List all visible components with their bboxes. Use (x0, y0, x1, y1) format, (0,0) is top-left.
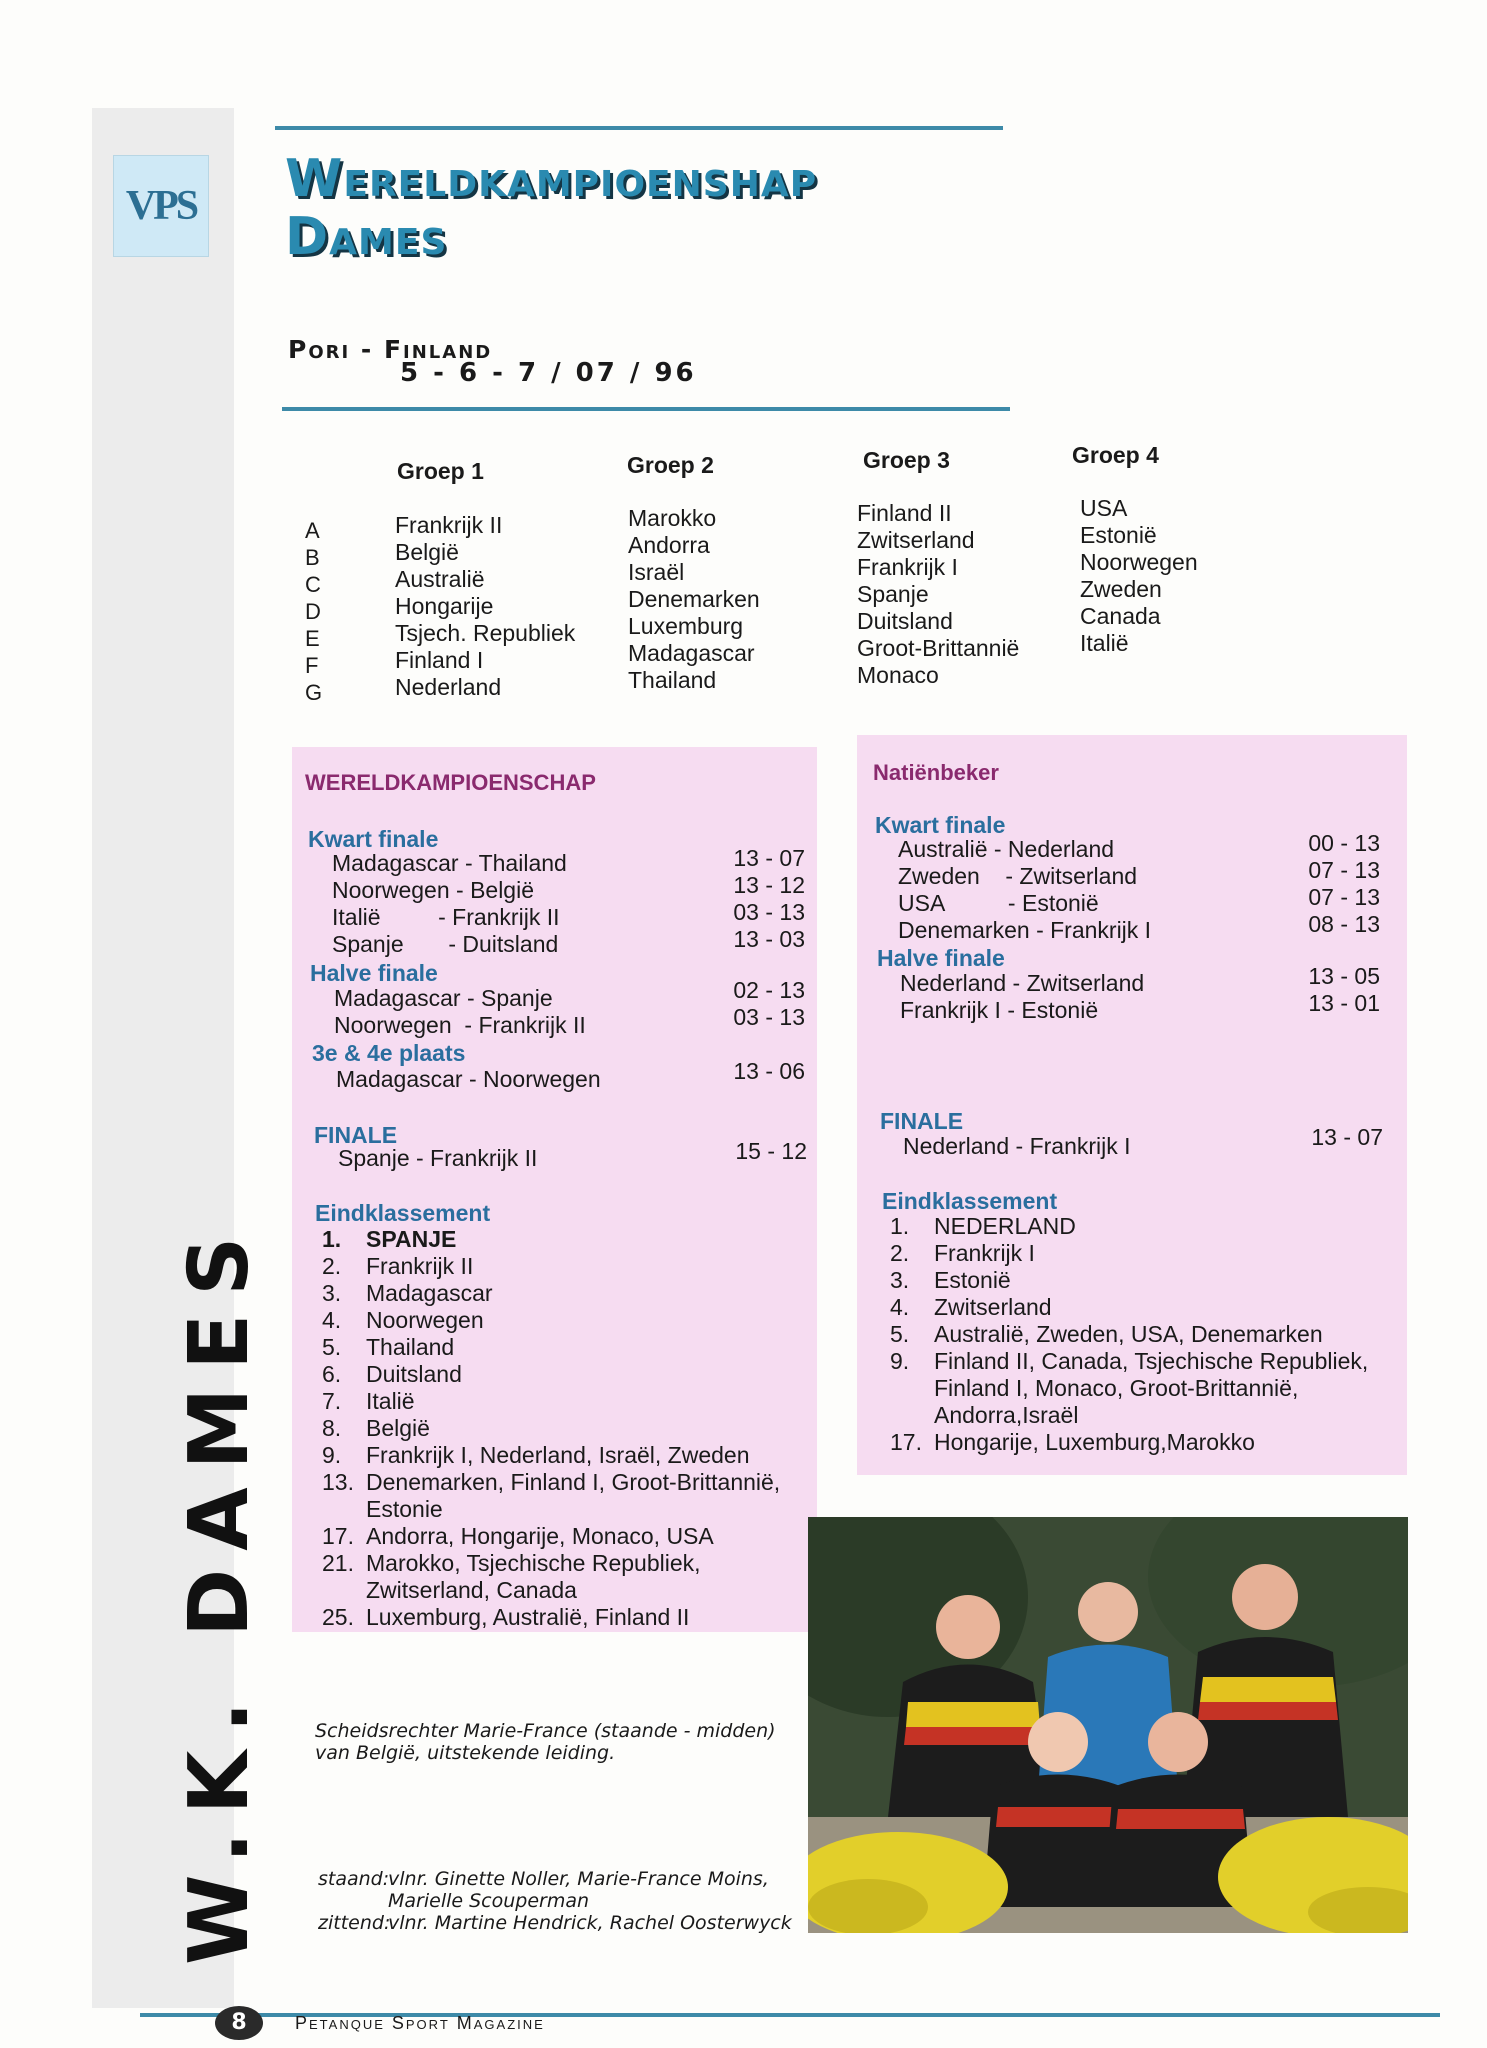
nb-semi-heading: Halve finale (877, 945, 1005, 971)
group-1-list: Frankrijk II België Australië Hongarije Tsjech. Republiek Finland I Nederland (395, 512, 576, 700)
list-item: 17. Andorra, Hongarije, Monaco, USA (322, 1523, 714, 1549)
nb-quarter-scores: 00 - 13 07 - 13 07 - 13 08 - 13 (1308, 830, 1380, 937)
wk-final-score: 15 - 12 (735, 1138, 807, 1164)
wk-final-heading: FINALE (314, 1122, 398, 1148)
list-item: 17. Hongarije, Luxemburg,Marokko (890, 1429, 1255, 1455)
list-item: 25. Luxemburg, Australië, Finland II (322, 1604, 690, 1630)
title-line-2: Dames (285, 207, 448, 267)
nb-panel-title: Natiënbeker (873, 760, 999, 785)
list-item: 13. Denemarken, Finland I, Groot-Brittannië, Estonie (322, 1469, 781, 1522)
group-4-heading: Groep 4 (1072, 442, 1159, 468)
nb-final-heading: FINALE (880, 1108, 964, 1134)
group-4-list: USA Estonië Noorwegen Zweden Canada Italië (1080, 495, 1198, 656)
wk-quarter-matches: Madagascar - Thailand Noorwegen - België Italië - Frankrijk II Spanje - Duitsland (332, 850, 567, 957)
wk-third-heading: 3e & 4e plaats (312, 1040, 466, 1066)
list-item: 3. Estonië (890, 1267, 1011, 1293)
list-item: 6. Duitsland (322, 1361, 462, 1387)
team-photo (808, 1517, 1408, 1933)
location: Pori - Finland (288, 335, 493, 364)
nb-ranking-list (890, 1213, 1390, 1456)
nb-semi-matches: Nederland - Zwitserland Frankrijk I - Estonië (900, 970, 1145, 1023)
list-item: 5. Thailand (322, 1334, 455, 1360)
list-item: 9. Frankrijk I, Nederland, Israël, Zweden (322, 1442, 750, 1468)
list-item: 1. NEDERLAND (890, 1213, 1076, 1239)
nb-final-score: 13 - 07 (1311, 1124, 1383, 1150)
list-item: 9. Finland II, Canada, Tsjechische Republiek, Finland I, Monaco, Groot-Brittannië, Andorra,Israël (890, 1348, 1369, 1428)
group-1-heading: Groep 1 (397, 458, 484, 484)
wk-ranking-heading: Eindklassement (315, 1200, 491, 1226)
list-item: 4. Noorwegen (322, 1307, 484, 1333)
nb-quarter-matches: Australië - Nederland Zweden - Zwitserland USA - Estonië Denemarken - Frankrijk I (898, 836, 1152, 943)
list-item: 4. Zwitserland (890, 1294, 1052, 1320)
wk-quarter-scores: 13 - 07 13 - 12 03 - 13 13 - 03 (733, 845, 805, 952)
page-title (285, 150, 1085, 266)
wk-third-score: 13 - 06 (733, 1058, 805, 1084)
page-number: 8 (215, 2006, 263, 2040)
nb-final-match: Nederland - Frankrijk I (903, 1133, 1131, 1159)
wk-semi-scores: 02 - 13 03 - 13 (733, 977, 805, 1030)
group-2-heading: Groep 2 (627, 452, 714, 478)
vps-logo: VPS (113, 155, 209, 257)
list-item: 8. België (322, 1415, 430, 1441)
group-3-list: Finland II Zwitserland Frankrijk I Spanje Duitsland Groot-Brittannië Monaco (857, 500, 1020, 688)
list-item: 3. Madagascar (322, 1280, 493, 1306)
wk-third-match: Madagascar - Noorwegen (336, 1066, 601, 1092)
nb-quarter-heading: Kwart finale (875, 812, 1006, 838)
wk-semi-matches: Madagascar - Spanje Noorwegen - Frankrijk II (334, 985, 586, 1038)
group-3-heading: Groep 3 (863, 447, 950, 473)
list-item: 5. Australië, Zweden, USA, Denemarken (890, 1321, 1323, 1347)
event-dates: 5 - 6 - 7 / 07 / 96 (400, 358, 697, 388)
nb-ranking-heading: Eindklassement (882, 1188, 1058, 1214)
wk-semi-heading: Halve finale (310, 960, 438, 986)
top-rule (275, 126, 1003, 130)
list-item: 1. SPANJE (322, 1226, 457, 1252)
wk-final-match: Spanje - Frankrijk II (338, 1145, 538, 1171)
team-photo-illustration (808, 1517, 1408, 1933)
nb-semi-scores: 13 - 05 13 - 01 (1308, 963, 1380, 1016)
photo-caption: staand: vlnr. Ginette Noller, Marie-France Moins, Marielle Scouperman zittend: vlnr. Martine Hendrick, Rachel Oosterwyck (318, 1868, 792, 1934)
header-rule (282, 407, 1010, 411)
list-item: 7. Italië (322, 1388, 415, 1414)
magazine-name: Petanque Sport Magazine (295, 2013, 545, 2033)
group-letters: A B C D E F G (305, 518, 323, 705)
vertical-title: W.K. DAMES (172, 1218, 267, 1965)
group-2-list: Marokko Andorra Israël Denemarken Luxemburg Madagascar Thailand (628, 505, 760, 693)
wk-quarter-heading: Kwart finale (308, 826, 439, 852)
wk-ranking-list (322, 1226, 812, 1631)
list-item: 21. Marokko, Tsjechische Republiek, Zwitserland, Canada (322, 1550, 701, 1603)
referee-caption: Scheidsrechter Marie-France (staande - midden) van België, uitstekende leiding. (315, 1720, 776, 1764)
list-item: 2. Frankrijk II (322, 1253, 474, 1279)
title-line-1: Wereldkampioenshap (285, 149, 818, 209)
wk-panel-title: WERELDKAMPIOENSCHAP (305, 770, 596, 795)
list-item: 2. Frankrijk I (890, 1240, 1035, 1266)
